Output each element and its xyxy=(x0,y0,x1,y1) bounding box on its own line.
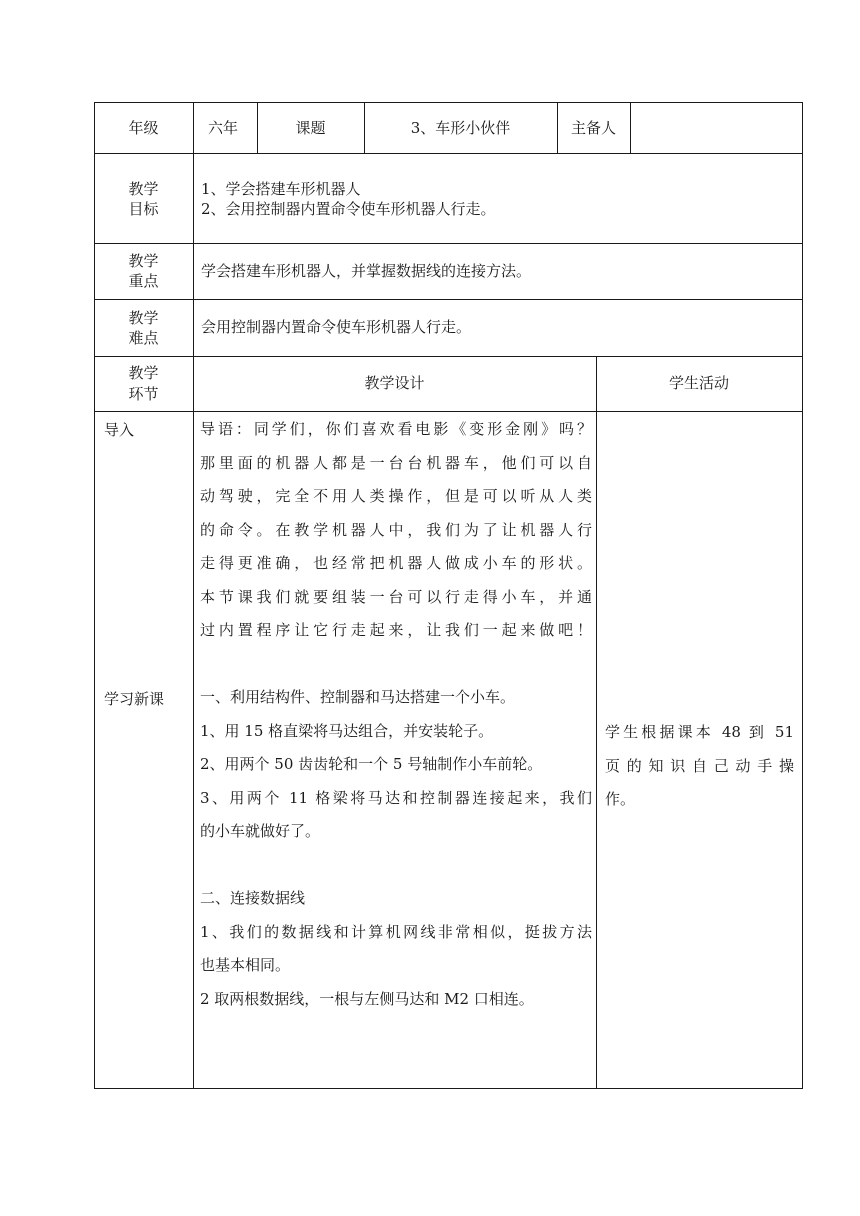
design-line xyxy=(200,849,592,883)
stage-label-line-2: 环节 xyxy=(128,385,159,403)
goals-label-line-2: 目标 xyxy=(128,200,159,218)
row-divider xyxy=(94,153,803,154)
stage-label-line-1: 教学 xyxy=(128,364,159,382)
design-line: 一、利用结构件、控制器和马达搭建一个小车。 xyxy=(200,688,516,706)
key-points-label-line-2: 重点 xyxy=(128,272,159,290)
grade-label: 年级 xyxy=(128,119,159,137)
column-divider xyxy=(630,102,631,154)
stage-intro: 导入 xyxy=(104,421,135,439)
design-line: 二、连接数据线 xyxy=(200,889,306,907)
student-column-heading: 学生活动 xyxy=(668,374,729,392)
table-border-left xyxy=(94,102,95,1089)
stage-new-lesson: 学习新课 xyxy=(104,690,165,708)
key-points-label-line-1: 教学 xyxy=(128,252,159,270)
design-line: 1、用 15 格直梁将马达组合，并安装轮子。 xyxy=(200,721,494,740)
goals-label-line-1: 教学 xyxy=(128,180,159,198)
design-line: 的命令。在教学机器人中，我们为了让机器人行 xyxy=(200,520,592,539)
student-activity-line: 页的知识自己动手操 xyxy=(605,756,794,775)
difficulties-label-line-2: 难点 xyxy=(128,329,159,347)
design-line: 本节课我们就要组装一台可以行走得小车，并通 xyxy=(200,587,592,606)
difficulties-label-line-1: 教学 xyxy=(128,309,159,327)
grade-value: 六年 xyxy=(208,119,239,137)
student-activity-text xyxy=(605,716,794,817)
difficulties-text: 会用控制器内置命令使车形机器人行走。 xyxy=(201,318,472,336)
design-line: 那里面的机器人都是一台台机器车，他们可以自 xyxy=(200,453,592,472)
design-line xyxy=(200,648,592,682)
key-points-text: 学会搭建车形机器人，并掌握数据线的连接方法。 xyxy=(201,262,532,280)
column-divider xyxy=(193,102,194,1089)
row-divider xyxy=(94,243,803,244)
student-activity-line: 学生根据课本 48 到 51 xyxy=(605,723,794,741)
design-line: 走得更准确，也经常把机器人做成小车的形状。 xyxy=(200,554,592,572)
design-line: 1、我们的数据线和计算机网线非常相似，挺拔方法 xyxy=(200,922,592,941)
student-activity-line: 作。 xyxy=(605,790,636,808)
topic-value: 3、车形小伙伴 xyxy=(410,119,511,137)
table-border-top xyxy=(94,102,803,103)
column-divider xyxy=(596,356,597,1089)
teaching-design-text xyxy=(200,413,592,1016)
goal-item: 1、学会搭建车形机器人 xyxy=(201,180,361,198)
design-line: 2、用两个 50 齿齿轮和一个 5 号轴制作小车前轮。 xyxy=(200,755,543,773)
topic-label: 课题 xyxy=(295,119,326,137)
design-line: 导语：同学们，你们喜欢看电影《变形金刚》吗？ xyxy=(200,420,592,438)
design-line: 3、用两个 11 格梁将马达和控制器连接起来，我们 xyxy=(200,788,592,807)
row-divider xyxy=(94,299,803,300)
row-divider xyxy=(94,411,803,412)
row-divider xyxy=(94,356,803,357)
goal-item: 2、会用控制器内置命令使车形机器人行走。 xyxy=(201,200,496,218)
design-line: 的小车就做好了。 xyxy=(200,822,321,840)
design-line: 过内置程序让它行走起来，让我们一起来做吧！ xyxy=(200,621,592,639)
table-border-bottom xyxy=(94,1088,803,1089)
design-line: 动驾驶，完全不用人类操作，但是可以听从人类 xyxy=(200,487,592,505)
design-line: 2 取两根数据线，一根与左侧马达和 M2 口相连。 xyxy=(200,989,534,1008)
preparer-label: 主备人 xyxy=(570,119,616,137)
table-border-right xyxy=(802,102,803,1089)
design-column-heading: 教学设计 xyxy=(364,374,425,392)
design-line: 也基本相同。 xyxy=(200,956,291,974)
